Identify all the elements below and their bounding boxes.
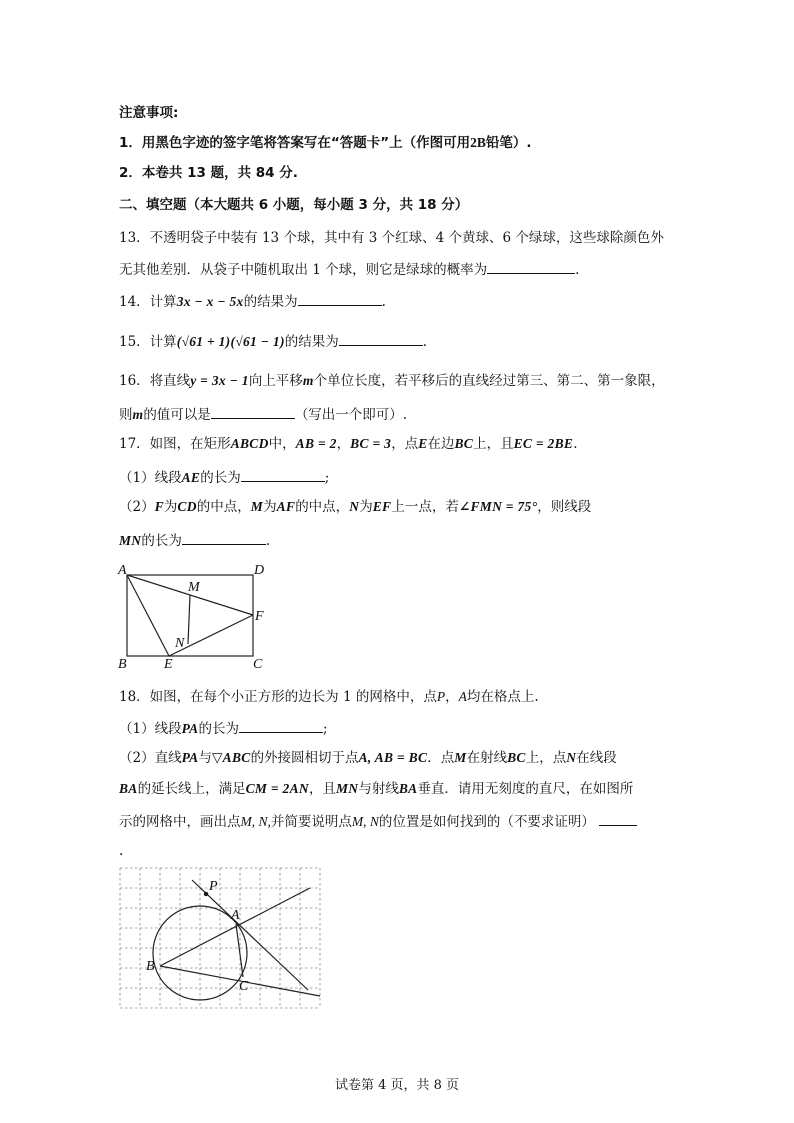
q18-figure	[118, 866, 324, 1012]
q18-grid	[120, 868, 320, 1008]
q16-answer-blank[interactable]	[211, 404, 295, 419]
label-b: B	[146, 959, 155, 974]
q16-line-1: 16．将直线y = 3x − 1向上平移m个单位长度，若平移后的直线经过第三、第二、第一象限，	[119, 373, 665, 389]
q18-part-2-line-2: BA的延长线上，满足CM = 2AN，且MN与射线BA垂直．请用无刻度的直尺，在如图所	[119, 781, 634, 797]
q15-line: 15．计算(√61 + 1)(√61 − 1)的结果为 .	[119, 331, 427, 351]
q14-line: 14．计算3x − x − 5x的结果为 .	[119, 291, 386, 311]
label-m: M	[188, 580, 200, 595]
notice-heading: 注意事项:	[119, 105, 179, 121]
q15-answer-blank[interactable]	[339, 331, 423, 346]
q13-line-1: 13．不透明袋子中装有 13 个球，其中有 3 个红球、4 个黄球、6 个绿球，这些球除颜色外	[119, 230, 664, 246]
label-c: C	[239, 979, 249, 994]
q17-part-2-cont: MN的长为 .	[119, 530, 270, 550]
line-pa	[192, 880, 308, 990]
q14-expression: 3x − x − 5x	[176, 294, 244, 309]
label-a: A	[118, 563, 127, 578]
point-p	[204, 892, 208, 896]
label-f: F	[255, 609, 264, 624]
q13-answer-blank[interactable]	[487, 259, 575, 274]
line-ba-extended	[160, 888, 310, 966]
q15-expression: (√61 + 1)(√61 − 1)	[176, 334, 285, 349]
page-footer: 试卷第 4 页，共 8 页	[334, 1078, 460, 1093]
q18-part-2-line-4: .	[119, 843, 124, 859]
label-e: E	[164, 657, 173, 672]
q17-1-answer-blank[interactable]	[241, 467, 325, 482]
q17-2-answer-blank[interactable]	[182, 530, 266, 545]
q16-line-2: 则m的值可以是 （写出一个即可）.	[119, 404, 407, 424]
q18-part-1: （1）线段PA的长为 ;	[119, 718, 328, 738]
q13-line-2: 无其他差别．从袋子中随机取出 1 个球，则它是绿球的概率为 .	[119, 259, 579, 279]
q17-part-2: （2）F为CD的中点，M为AF的中点，N为EF上一点，若∠FMN = 75°，则线段	[119, 499, 592, 515]
q18-part-2: （2）直线PA与▽ABC的外接圆相切于点A, AB = BC．点M在射线BC上，点N在线段	[119, 750, 617, 766]
label-b: B	[118, 657, 127, 672]
label-n: N	[175, 636, 185, 651]
label-c: C	[253, 657, 263, 672]
q18-1-answer-blank[interactable]	[239, 718, 323, 733]
label-p: P	[209, 879, 218, 894]
label-a: A	[231, 908, 240, 923]
label-d: D	[254, 563, 265, 578]
q18-part-2-line-3: 示的网格中，画出点M, N,并简要说明点M, N的位置是如何找到的（不要求证明）	[119, 811, 637, 831]
q18-stem: 18．如图，在每个小正方形的边长为 1 的网格中，点P，A均在格点上.	[119, 689, 539, 705]
q17-figure	[114, 560, 274, 672]
section-title: 二、填空题（本大题共 6 小题，每小题 3 分，共 18 分）	[119, 197, 469, 213]
segment-ae	[127, 575, 169, 656]
q17-part-1: （1）线段AE的长为 ;	[119, 467, 329, 487]
notice-item-1: 1．用黑色字迹的签字笔将答案写在“答题卡”上（作图可用2B铅笔）.	[119, 135, 532, 151]
segment-mn	[188, 595, 190, 644]
q16-expression: y = 3x − 1	[190, 373, 249, 388]
q18-2-answer-blank[interactable]	[599, 811, 637, 826]
notice-item-2: 2．本卷共 13 题，共 84 分.	[119, 165, 298, 181]
q14-answer-blank[interactable]	[298, 291, 382, 306]
q17-stem: 17．如图，在矩形ABCD中，AB = 2，BC = 3，点E在边BC上，且EC = 2BE.	[119, 436, 578, 452]
